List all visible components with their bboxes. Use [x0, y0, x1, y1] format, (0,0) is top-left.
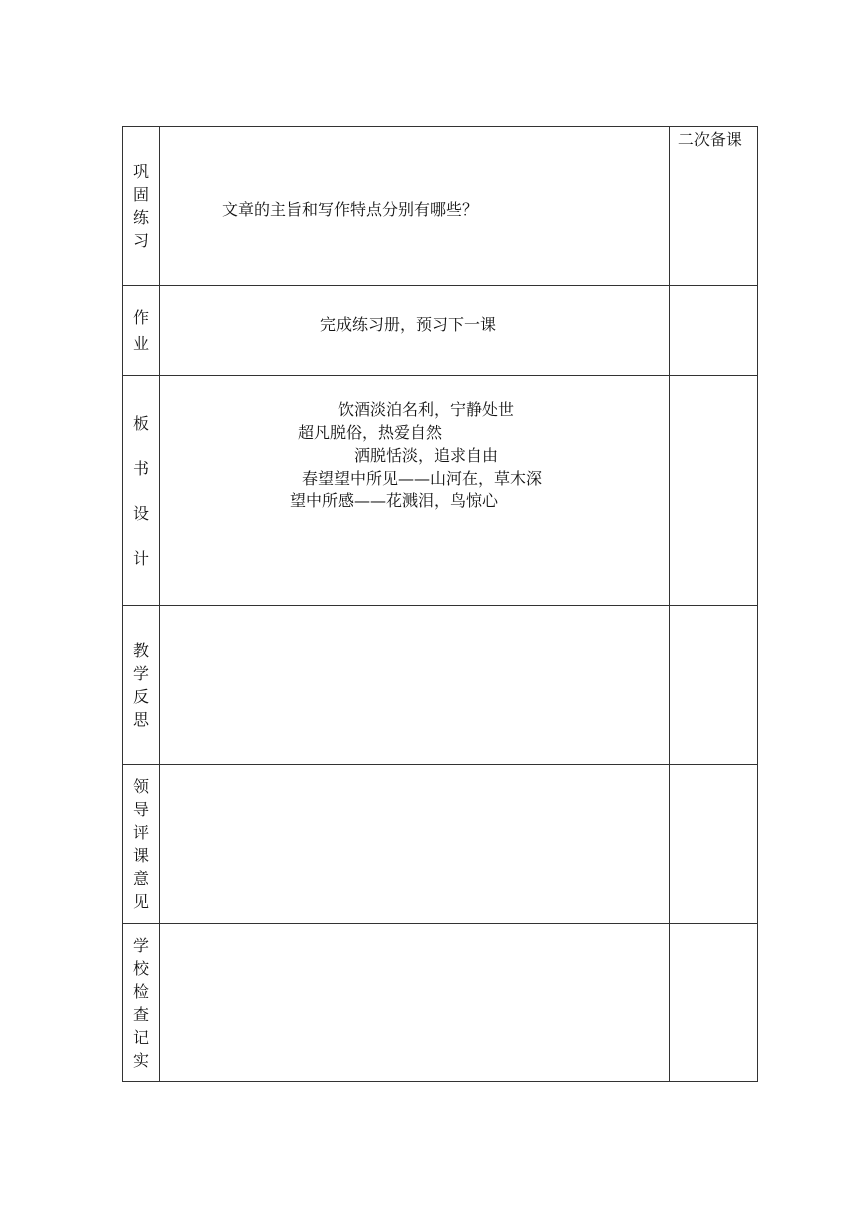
consolidation-question: 文章的主旨和写作特点分别有哪些？ — [222, 200, 479, 219]
row-label-leader-review: 领 导 评 课 意 见 — [123, 765, 160, 924]
table-row-school-check — [123, 924, 758, 1082]
homework-text: 完成练习册，预习下一课 — [320, 315, 497, 334]
table-row-leader-review — [123, 765, 758, 924]
side-blackboard — [669, 376, 757, 606]
board-line-5: 望中所感——花溅泪，鸟惊心 — [290, 491, 499, 510]
row-label-blackboard: 板 书 设 计 — [123, 376, 160, 606]
board-line-1: 饮酒淡泊名利，宁静处世 — [338, 400, 515, 419]
second-prep-heading: 二次备课 — [677, 130, 742, 149]
row-label-homework: 作 业 — [123, 286, 160, 376]
board-line-2: 超凡脱俗，热爱自然 — [298, 423, 443, 442]
table-row-reflection — [123, 606, 758, 765]
row-label-consolidation: 巩 固 练 习 — [123, 127, 160, 286]
table-row-consolidation — [123, 127, 758, 286]
board-line-3: 洒脱恬淡，追求自由 — [354, 446, 499, 465]
blackboard-design — [160, 376, 669, 605]
content-leader-review — [160, 765, 670, 924]
content-consolidation — [160, 127, 670, 286]
table-row-blackboard — [123, 376, 758, 606]
content-reflection — [160, 606, 670, 765]
lesson-plan-table — [122, 126, 758, 1082]
table-row-homework — [123, 286, 758, 376]
content-homework — [160, 286, 670, 376]
side-reflection — [669, 606, 757, 765]
side-homework — [669, 286, 757, 376]
side-consolidation — [669, 127, 757, 286]
row-label-school-check: 学 校 检 查 记 实 — [123, 924, 160, 1082]
side-school-check — [669, 924, 757, 1082]
content-blackboard — [160, 376, 670, 606]
side-leader-review — [669, 765, 757, 924]
board-line-4: 春望望中所见——山河在，草木深 — [302, 469, 543, 488]
content-school-check — [160, 924, 670, 1082]
row-label-reflection: 教 学 反 思 — [123, 606, 160, 765]
